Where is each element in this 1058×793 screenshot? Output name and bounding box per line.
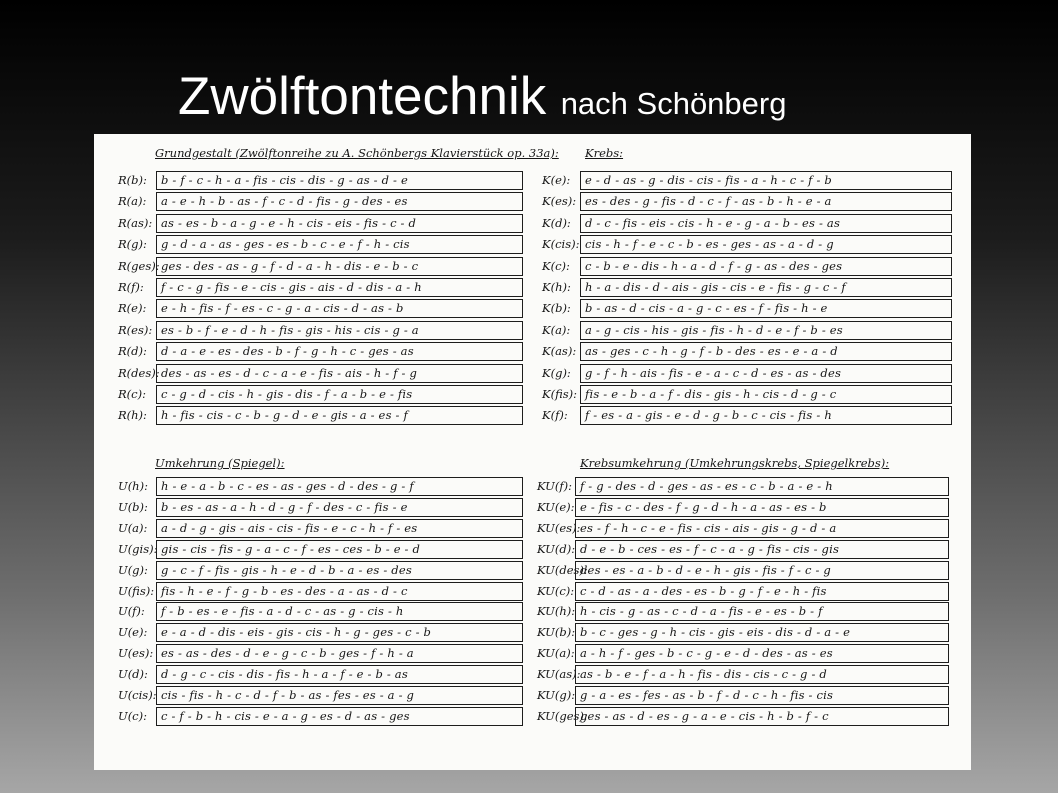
row-label: K(d): xyxy=(542,215,571,230)
row-notes: a - e - h - b - as - f - c - d - fis - g - des - es xyxy=(156,192,523,211)
row-label: KU(a): xyxy=(537,646,575,661)
row-label: KU(e): xyxy=(537,499,575,514)
table-row xyxy=(542,385,952,404)
table-row xyxy=(118,364,523,383)
slide-title-main: Zwölftontechnik xyxy=(178,67,547,126)
row-label: K(a): xyxy=(542,322,571,337)
table-row xyxy=(537,498,949,517)
row-notes: f - b - es - e - fis - a - d - c - as - g - cis - h xyxy=(156,602,523,621)
table-row xyxy=(537,561,949,580)
row-label: R(c): xyxy=(118,387,146,401)
row-label: R(ges): xyxy=(118,258,160,273)
row-label: R(es): xyxy=(118,322,153,337)
row-notes: as - ges - c - h - g - f - b - des - es - e - a - d xyxy=(580,342,952,361)
row-label: K(h): xyxy=(542,280,571,294)
row-notes: ges - as - d - es - g - a - e - cis - h - b - f - c xyxy=(575,707,949,726)
table-row xyxy=(118,278,523,297)
row-label: KU(f): xyxy=(537,479,572,493)
row-label: KU(des): xyxy=(537,562,588,577)
row-label: U(f): xyxy=(118,604,145,619)
row-notes: f - c - g - fis - e - cis - gis - ais - d - dis - a - h xyxy=(156,278,523,297)
row-label: U(fis): xyxy=(118,583,155,598)
row-notes: as - es - b - a - g - e - h - cis - eis - fis - c - d xyxy=(156,214,523,233)
row-label: KU(g): xyxy=(537,688,576,702)
row-notes: des - as - es - d - c - a - e - fis - ais - h - f - g xyxy=(156,364,523,383)
row-notes: e - a - d - dis - eis - gis - cis - h - g - ges - c - b xyxy=(156,623,523,642)
row-label: R(h): xyxy=(118,408,147,423)
table-row xyxy=(542,214,952,233)
row-label: K(es): xyxy=(542,194,577,209)
row-notes: es - f - h - c - e - fis - cis - ais - gis - g - d - a xyxy=(575,519,949,538)
row-notes: b - as - d - cis - a - g - c - es - f - fis - h - e xyxy=(580,299,952,318)
table-row xyxy=(537,602,949,621)
row-label: U(b): xyxy=(118,499,148,514)
row-label: R(d): xyxy=(118,344,147,359)
section-title-grundgestalt: Grundgestalt (Zwölftonreihe zu A. Schönbergs Klavierstück op. 33a): xyxy=(155,146,559,160)
row-label: KU(h): xyxy=(537,604,576,619)
table-row xyxy=(118,342,523,361)
row-label: R(des): xyxy=(118,365,160,380)
row-label: K(f): xyxy=(542,408,568,423)
row-label: K(cis): xyxy=(542,237,580,252)
row-label: KU(d): xyxy=(537,541,576,556)
row-label: KU(b): xyxy=(537,625,576,640)
row-label: U(a): xyxy=(118,520,148,535)
row-label: U(c): xyxy=(118,708,147,723)
row-notes: h - a - dis - d - ais - gis - cis - e - fis - g - c - f xyxy=(580,278,952,297)
row-notes: c - d - as - a - des - es - b - g - f - e - h - fis xyxy=(575,582,949,601)
row-label: KU(es): xyxy=(537,520,581,535)
table-row xyxy=(542,235,952,254)
row-notes: e - h - fis - f - es - c - g - a - cis - d - as - b xyxy=(156,299,523,318)
table-row xyxy=(118,406,523,425)
row-label: K(fis): xyxy=(542,387,578,401)
row-notes: b - c - ges - g - h - cis - gis - eis - dis - d - a - e xyxy=(575,623,949,642)
table-row xyxy=(537,477,949,496)
row-notes: d - a - e - es - des - b - f - g - h - c - ges - as xyxy=(156,342,523,361)
table-row xyxy=(118,321,523,340)
row-label: R(e): xyxy=(118,301,147,316)
table-row xyxy=(537,707,949,726)
row-label: R(f): xyxy=(118,280,144,294)
table-row xyxy=(118,644,523,663)
row-notes: g - a - es - fes - as - b - f - d - c - h - fis - cis xyxy=(575,686,949,705)
row-notes: cis - h - f - e - c - b - es - ges - as - a - d - g xyxy=(580,235,952,254)
row-notes: as - b - e - f - a - h - fis - dis - cis - c - g - d xyxy=(575,665,949,684)
table-row xyxy=(542,171,952,190)
row-label: KU(as): xyxy=(537,667,581,682)
table-row xyxy=(118,385,523,404)
row-notes: h - fis - cis - c - b - g - d - e - gis - a - es - f xyxy=(156,406,523,425)
table-row xyxy=(118,686,523,705)
table-row xyxy=(118,665,523,684)
row-notes: a - d - g - gis - ais - cis - fis - e - c - h - f - es xyxy=(156,519,523,538)
row-label: K(c): xyxy=(542,258,570,273)
table-row xyxy=(542,406,952,425)
row-notes: d - g - c - cis - dis - fis - h - a - f - e - b - as xyxy=(156,665,523,684)
row-notes: a - h - f - ges - b - c - g - e - d - des - as - es xyxy=(575,644,949,663)
table-row xyxy=(118,623,523,642)
row-notes: e - d - as - g - dis - cis - fis - a - h - c - f - b xyxy=(580,171,952,190)
row-label: U(d): xyxy=(118,667,148,682)
row-notes: ges - des - as - g - f - d - a - h - dis - e - b - c xyxy=(156,257,523,276)
row-notes: c - f - b - h - cis - e - a - g - es - d - as - ges xyxy=(156,707,523,726)
table-row xyxy=(118,299,523,318)
table-row xyxy=(542,364,952,383)
handwritten-sheet xyxy=(94,134,971,770)
row-label: U(gis): xyxy=(118,541,158,556)
table-row xyxy=(537,519,949,538)
row-label: K(e): xyxy=(542,173,571,187)
row-notes: d - e - b - ces - es - f - c - a - g - fis - cis - gis xyxy=(575,540,949,559)
row-notes: a - g - cis - his - gis - fis - h - d - e - f - b - es xyxy=(580,321,952,340)
row-notes: cis - fis - h - c - d - f - b - as - fes - es - a - g xyxy=(156,686,523,705)
row-label: K(as): xyxy=(542,344,577,359)
table-row xyxy=(542,321,952,340)
table-row xyxy=(118,498,523,517)
table-row xyxy=(542,192,952,211)
row-notes: g - d - a - as - ges - es - b - c - e - f - h - cis xyxy=(156,235,523,254)
row-notes: h - cis - g - as - c - d - a - fis - e - es - b - f xyxy=(575,602,949,621)
row-notes: b - es - as - a - h - d - g - f - des - c - fis - e xyxy=(156,498,523,517)
row-label: U(h): xyxy=(118,479,148,493)
row-notes: g - c - f - fis - gis - h - e - d - b - a - es - des xyxy=(156,561,523,580)
row-notes: fis - e - b - a - f - dis - gis - h - cis - d - g - c xyxy=(580,385,952,404)
table-row xyxy=(118,602,523,621)
table-row xyxy=(537,665,949,684)
section-title-umkehrung: Umkehrung (Spiegel): xyxy=(155,456,285,470)
row-notes: f - es - a - gis - e - d - g - b - c - cis - fis - h xyxy=(580,406,952,425)
row-label: U(e): xyxy=(118,625,148,640)
table-row xyxy=(118,707,523,726)
table-row xyxy=(118,519,523,538)
row-notes: c - g - d - cis - h - gis - dis - f - a - b - e - fis xyxy=(156,385,523,404)
table-row xyxy=(118,477,523,496)
table-row xyxy=(118,214,523,233)
table-row xyxy=(542,342,952,361)
table-row xyxy=(537,623,949,642)
row-notes: g - f - h - ais - fis - e - a - c - d - es - as - des xyxy=(580,364,952,383)
row-label: KU(ges): xyxy=(537,708,588,723)
row-label: U(g): xyxy=(118,562,148,577)
slide-title xyxy=(178,66,1038,127)
row-notes: fis - h - e - f - g - b - es - des - a - as - d - c xyxy=(156,582,523,601)
table-row xyxy=(118,540,523,559)
row-notes: gis - cis - fis - g - a - c - f - es - ces - b - e - d xyxy=(156,540,523,559)
row-notes: c - b - e - dis - h - a - d - f - g - as - des - ges xyxy=(580,257,952,276)
table-row xyxy=(118,192,523,211)
section-title-krebsumkehrung: Krebsumkehrung (Umkehrungskrebs, Spiegelkrebs): xyxy=(580,456,890,470)
row-notes: es - des - g - fis - d - c - f - as - b - h - e - a xyxy=(580,192,952,211)
row-label: K(b): xyxy=(542,301,571,316)
table-row xyxy=(118,171,523,190)
row-label: U(cis): xyxy=(118,688,157,702)
row-notes: b - f - c - h - a - fis - cis - dis - g - as - d - e xyxy=(156,171,523,190)
table-row xyxy=(537,686,949,705)
row-notes: es - as - des - d - e - g - c - b - ges - f - h - a xyxy=(156,644,523,663)
row-notes: d - c - fis - eis - cis - h - e - g - a - b - es - as xyxy=(580,214,952,233)
table-row xyxy=(118,561,523,580)
row-notes: des - es - a - b - d - e - h - gis - fis - f - c - g xyxy=(575,561,949,580)
row-notes: e - fis - c - des - f - g - d - h - a - as - es - b xyxy=(575,498,949,517)
row-notes: f - g - des - d - ges - as - es - c - b - a - e - h xyxy=(575,477,949,496)
row-label: R(as): xyxy=(118,215,153,230)
table-row xyxy=(537,540,949,559)
row-label: KU(c): xyxy=(537,583,575,598)
table-row xyxy=(537,582,949,601)
table-row xyxy=(118,235,523,254)
row-notes: h - e - a - b - c - es - as - ges - d - des - g - f xyxy=(156,477,523,496)
row-label: K(g): xyxy=(542,365,571,380)
table-row xyxy=(537,644,949,663)
row-label: R(g): xyxy=(118,237,147,252)
row-notes: es - b - f - e - d - h - fis - gis - his - cis - g - a xyxy=(156,321,523,340)
section-title-krebs: Krebs: xyxy=(585,146,624,160)
table-row xyxy=(542,278,952,297)
table-row xyxy=(118,582,523,601)
slide-title-sub: nach Schönberg xyxy=(560,86,787,121)
row-label: R(b): xyxy=(118,173,147,187)
row-label: R(a): xyxy=(118,194,147,209)
table-row xyxy=(118,257,523,276)
row-label: U(es): xyxy=(118,646,154,661)
table-row xyxy=(542,257,952,276)
table-row xyxy=(542,299,952,318)
